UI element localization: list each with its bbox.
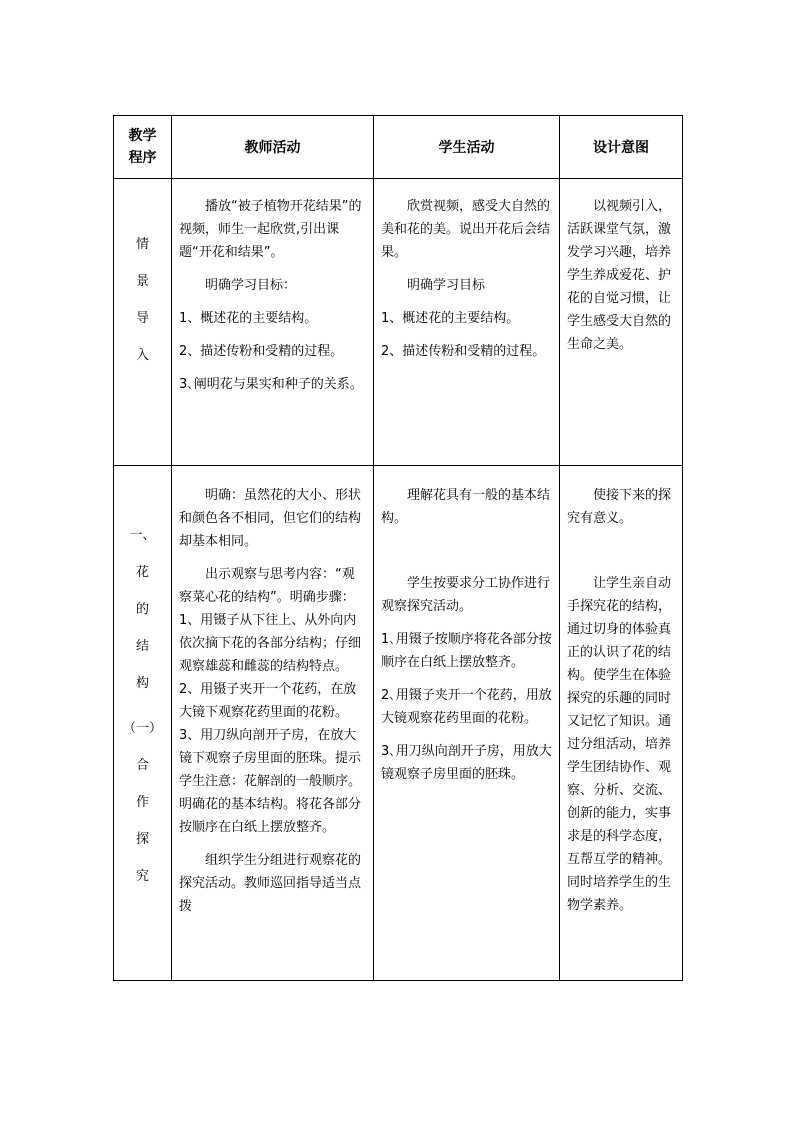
teacher-activity-cell <box>172 466 374 981</box>
design-text: 使接下来的探究有意义。 <box>567 488 672 526</box>
stage-char: 花 <box>135 565 149 580</box>
design-intent-cell <box>560 466 683 981</box>
teacher-activity-cell <box>172 179 374 466</box>
stage-cell <box>114 179 172 466</box>
student-activity-cell <box>374 179 560 466</box>
teacher-text: 明确学习目标： <box>205 278 297 293</box>
stage-char: 探 <box>135 832 149 847</box>
teacher-text: 3､阐明花与果实和种子的关系。 <box>179 377 363 392</box>
student-text: 2､用镊子夹开一个花药，用放大镜观察花药里面的花粉。 <box>381 688 552 726</box>
stage-char: 结 <box>135 639 149 654</box>
teacher-text: 2、描述传粉和受精的过程。 <box>179 344 344 359</box>
header-row <box>114 116 683 179</box>
student-text: 2、描述传粉和受精的过程。 <box>381 344 546 359</box>
student-activity-cell <box>374 466 560 981</box>
stage-char: 入 <box>135 348 149 363</box>
stage-char: 构 <box>135 676 149 691</box>
stage-char: 作 <box>135 795 149 810</box>
student-text: 明确学习目标 <box>407 278 486 293</box>
student-text: 理解花具有一般的基本结构。 <box>381 488 551 526</box>
stage-char: 合 <box>135 758 149 773</box>
design-text: 以视频引入，活跃课堂气氛，激发学习兴趣，培养学生养成爱花、护花的自觉习惯，让学生感受大自然的生命之美。 <box>567 199 672 352</box>
table-row <box>114 466 683 981</box>
teacher-text: 出示观察与思考内容：“观察菜心花的结构”。明确步骤：1、用镊子从下往上、从外向内依次摘下花的各部分结构；仔细观察雄蕊和雌蕊的结构特点。2、用镊子夹开一个花药，在放大镜下观察花药里面的花粉。3、用刀纵向剖开子房，在放大镜下观察子房里面的胚珠。提示学生注意：花解剖的一般顺序。明确花的基本结构。将花各部分按顺序在白纸上摆放整齐。 <box>179 567 362 835</box>
stage-char: 的 <box>135 602 149 617</box>
student-text: 学生按要求分工协作进行观察探究活动。 <box>381 576 551 614</box>
student-text: 1､用镊子按顺序将花各部分按顺序在白纸上摆放整齐。 <box>381 632 552 670</box>
header-sequence-line1: 教学 <box>128 128 157 144</box>
teacher-text: 播放“被子植物开花结果”的视频，师生一起欣赏,引出课题“开花和结果”。 <box>179 199 362 260</box>
teacher-text: 组织学生分组进行观察花的探究活动。教师巡回指导适当点拨 <box>179 853 362 914</box>
header-sequence <box>114 116 172 179</box>
design-text: 让学生亲自动手探究花的结构，通过切身的体验真正的认识了花的结构。使学生在体验探究的乐趣的同时又记忆了知识。通过分组活动，培养学生团结协作、观察、分析、交流、创新的能力，实事求是的科学态度，互帮互学的精神。同时培养学生的生物学素养。 <box>567 576 672 913</box>
stage-char: 景 <box>135 274 149 289</box>
student-text: 3､用刀纵向剖开子房，用放大镜观察子房里面的胚珠。 <box>381 744 552 782</box>
stage-char: 情 <box>135 237 149 252</box>
teacher-text: 1、概述花的主要结构。 <box>179 311 318 326</box>
header-student: 学生活动 <box>374 116 560 179</box>
stage-char: 究 <box>135 869 149 884</box>
stage-cell <box>114 466 172 981</box>
stage-char: 导 <box>135 311 149 326</box>
header-teacher: 教师活动 <box>172 116 374 179</box>
design-intent-cell <box>560 179 683 466</box>
header-sequence-line2: 程序 <box>128 150 157 166</box>
student-text: 1、概述花的主要结构。 <box>381 311 520 326</box>
stage-char: 一、 <box>129 528 156 543</box>
lesson-plan-table <box>113 115 683 981</box>
table-row <box>114 179 683 466</box>
stage-char: （一） <box>122 721 162 736</box>
teacher-text: 明确：虽然花的大小、形状和颜色各不相同，但它们的结构却基本相同。 <box>179 488 362 549</box>
header-design: 设计意图 <box>560 116 683 179</box>
student-text: 欣赏视频，感受大自然的美和花的美。说出开花后会结果。 <box>381 199 551 260</box>
